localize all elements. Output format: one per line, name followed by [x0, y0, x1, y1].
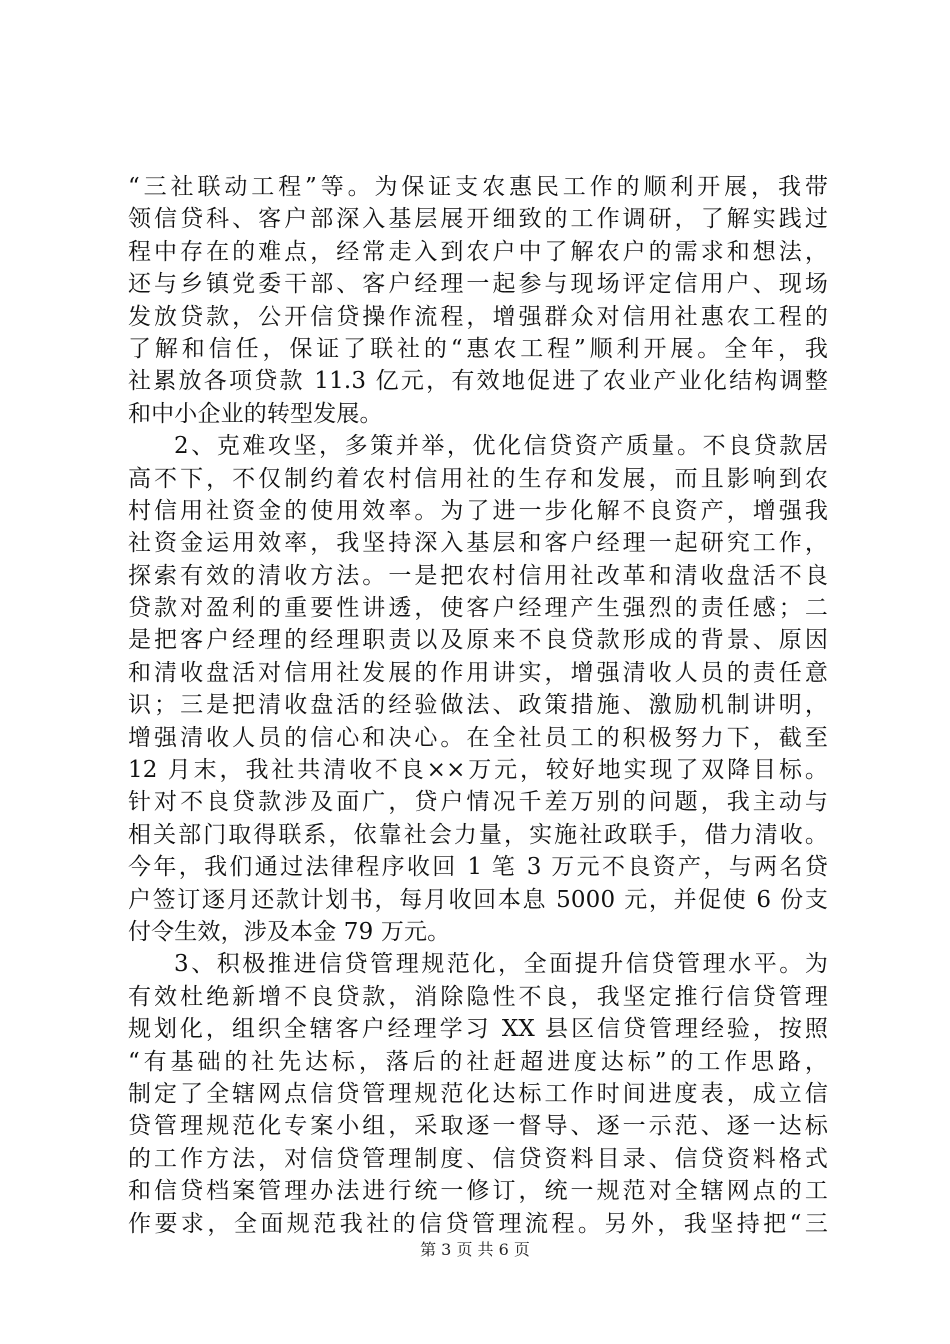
text-line: 付令生效，涉及本金 79 万元。: [128, 918, 451, 945]
text-line: 是把客户经理的经理职责以及原来不良贷款形成的背景、原因: [128, 627, 828, 654]
text-line: 和信贷档案管理办法进行统一修订，统一规范对全辖网点的工: [128, 1178, 828, 1205]
text-line: 还与乡镇党委干部、客户经理一起参与现场评定信用户、现场: [128, 271, 828, 298]
text-line: 程中存在的难点，经常走入到农户中了解农户的需求和想法，: [128, 238, 828, 265]
body-text: [128, 171, 828, 1240]
text-line: 和清收盘活对信用社发展的作用讲实，增强清收人员的责任意: [128, 659, 828, 686]
text-line: 识；三是把清收盘活的经验做法、政策措施、激励机制讲明，: [128, 692, 828, 719]
text-line: 贷管理规范化专案小组，采取逐一督导、逐一示范、逐一达标: [128, 1113, 828, 1140]
text-line: 探索有效的清收方法。一是把农村信用社改革和清收盘活不良: [128, 562, 828, 589]
text-line: 针对不良贷款涉及面广，贷户情况千差万别的问题，我主动与: [128, 789, 828, 816]
text-line: 领信贷科、客户部深入基层展开细致的工作调研，了解实践过: [128, 206, 828, 233]
text-line: 了解和信任，保证了联社的“惠农工程”顺利开展。全年，我: [128, 335, 828, 362]
paragraph-start-line: 3、积极推进信贷管理规范化，全面提升信贷管理水平。为: [174, 951, 828, 978]
text-line: 贷款对盈利的重要性讲透，使客户经理产生强烈的责任感；二: [128, 595, 828, 622]
page-number-footer: 第 3 页 共 6 页: [420, 1240, 530, 1259]
paragraph-start-line: 2、克难攻坚，多策并举，优化信贷资产质量。不良贷款居: [174, 433, 828, 460]
text-line: 规划化，组织全辖客户经理学习 XX 县区信贷管理经验，按照: [128, 1016, 828, 1043]
text-line: 户签订逐月还款计划书，每月收回本息 5000 元，并促使 6 份支: [128, 886, 828, 913]
text-line: 相关部门取得联系，依靠社会力量，实施社政联手，借力清收。: [128, 821, 828, 848]
text-line: “有基础的社先达标，落后的社赶超进度达标”的工作思路，: [128, 1048, 828, 1075]
text-line: 今年，我们通过法律程序收回 1 笔 3 万元不良资产，与两名贷: [128, 854, 828, 881]
text-line: 社资金运用效率，我坚持深入基层和客户经理一起研究工作，: [128, 530, 828, 557]
text-line: 制定了全辖网点信贷管理规范化达标工作时间进度表，成立信: [128, 1080, 828, 1107]
text-line: 发放贷款，公开信贷操作流程，增强群众对信用社惠农工程的: [128, 303, 828, 330]
text-line: 增强清收人员的信心和决心。在全社员工的积极努力下，截至: [128, 724, 828, 751]
text-line: 有效杜绝新增不良贷款，消除隐性不良，我坚定推行信贷管理: [128, 983, 828, 1010]
text-line: 高不下，不仅制约着农村信用社的生存和发展，而且影响到农: [128, 465, 828, 492]
text-line: “三社联动工程”等。为保证支农惠民工作的顺利开展，我带: [128, 174, 828, 200]
text-line: 和中小企业的转型发展。: [128, 400, 383, 427]
text-line: 作要求，全面规范我社的信贷管理流程。另外，我坚持把“三: [128, 1210, 828, 1237]
text-line: 社累放各项贷款 11.3 亿元，有效地促进了农业产业化结构调整: [128, 368, 828, 395]
text-line: 12 月末，我社共清收不良××万元，较好地实现了双降目标。: [128, 757, 828, 784]
text-line: 的工作方法，对信贷管理制度、信贷资料目录、信贷资料格式: [128, 1145, 828, 1172]
text-line: 村信用社资金的使用效率。为了进一步化解不良资产，增强我: [128, 497, 828, 524]
